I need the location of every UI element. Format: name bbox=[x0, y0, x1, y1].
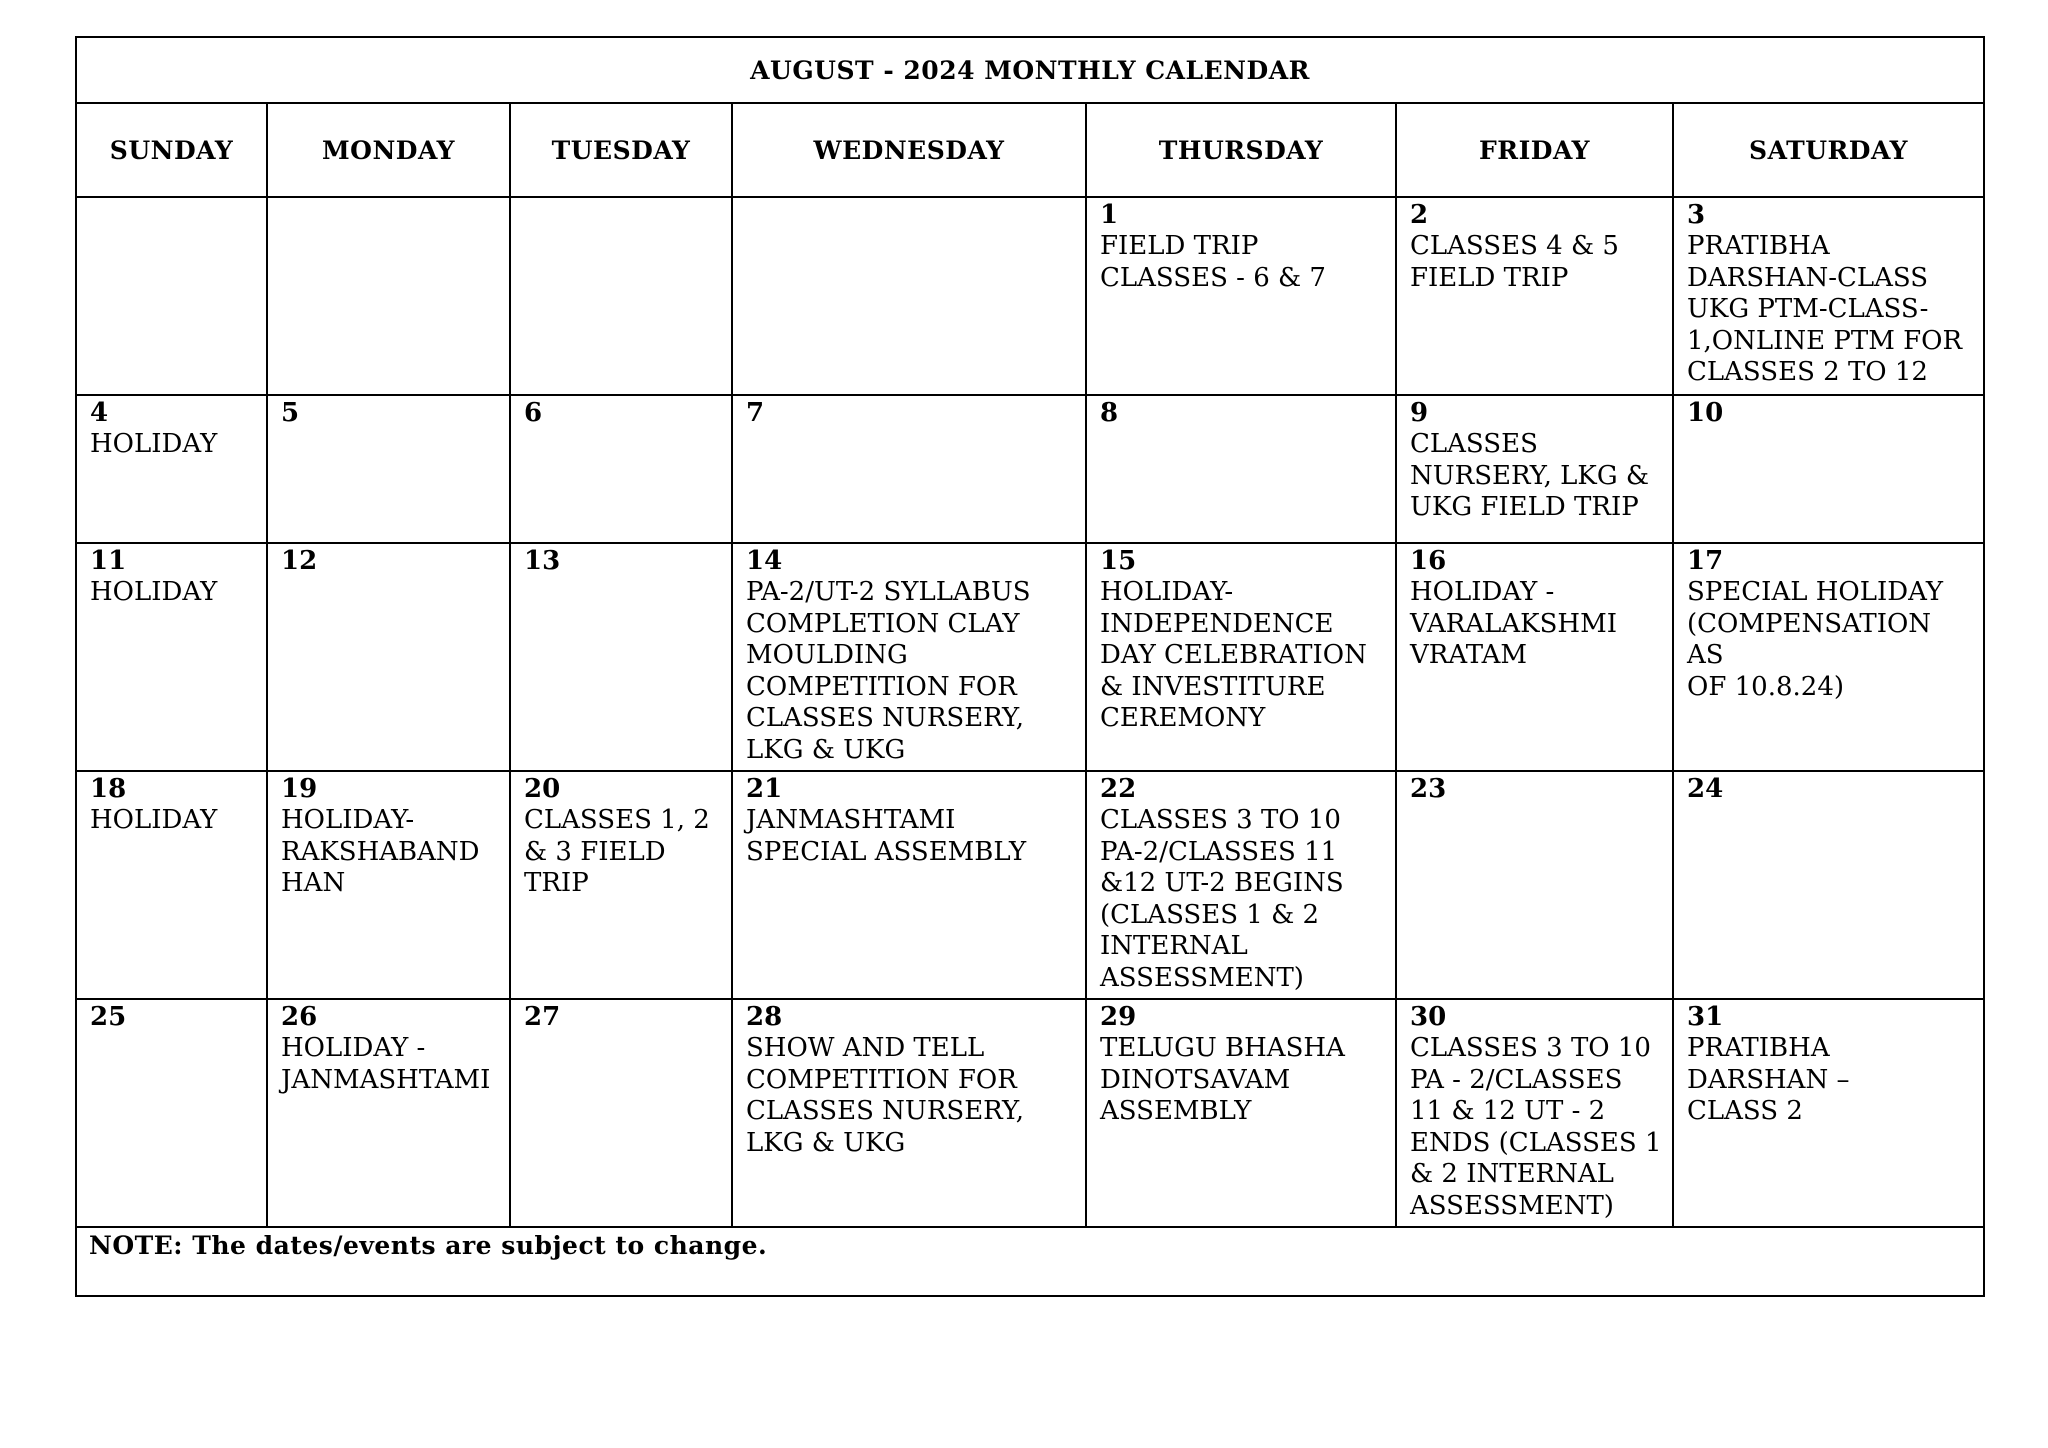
day-number: 20 bbox=[524, 774, 561, 804]
weekday-header-wednesday: WEDNESDAY bbox=[732, 103, 1086, 197]
title-row bbox=[76, 37, 1984, 103]
day-cell-wednesday bbox=[732, 395, 1086, 543]
day-event-text: HOLIDAY - JANMASHTAMI bbox=[281, 1033, 491, 1095]
day-cell-monday bbox=[267, 543, 510, 771]
day-event-text: TELUGU BHASHA DINOTSAVAM ASSEMBLY bbox=[1100, 1033, 1345, 1126]
day-number: 14 bbox=[746, 546, 783, 576]
weekday-header-monday: MONDAY bbox=[267, 103, 510, 197]
day-cell-thursday bbox=[1086, 197, 1396, 395]
day-number: 26 bbox=[281, 1002, 318, 1032]
week-row bbox=[76, 543, 1984, 771]
day-event-text: HOLIDAY - VARALAKSHMI VRATAM bbox=[1410, 577, 1617, 670]
day-event-text: PRATIBHA DARSHAN-CLASS UKG PTM-CLASS- 1,ONLINE PTM FOR CLASSES 2 TO 12 bbox=[1687, 231, 1963, 387]
day-number: 5 bbox=[281, 398, 300, 428]
day-number: 10 bbox=[1687, 398, 1724, 428]
weekday-header-thursday: THURSDAY bbox=[1086, 103, 1396, 197]
day-cell-sunday bbox=[76, 395, 267, 543]
day-event-text: HOLIDAY- RAKSHABAND HAN bbox=[281, 805, 480, 898]
weekday-header-saturday: SATURDAY bbox=[1673, 103, 1984, 197]
day-cell-saturday bbox=[1673, 771, 1984, 999]
calendar-title: AUGUST - 2024 MONTHLY CALENDAR bbox=[76, 37, 1984, 103]
day-number: 19 bbox=[281, 774, 318, 804]
day-cell-wednesday bbox=[732, 543, 1086, 771]
day-event-text: HOLIDAY bbox=[90, 429, 218, 459]
day-cell-thursday bbox=[1086, 395, 1396, 543]
day-number: 28 bbox=[746, 1002, 783, 1032]
day-cell-thursday bbox=[1086, 771, 1396, 999]
day-event-text: PRATIBHA DARSHAN – CLASS 2 bbox=[1687, 1033, 1850, 1126]
day-number: 27 bbox=[524, 1002, 561, 1032]
day-number: 23 bbox=[1410, 774, 1447, 804]
day-cell-saturday bbox=[1673, 197, 1984, 395]
day-cell-thursday bbox=[1086, 999, 1396, 1227]
day-cell-wednesday bbox=[732, 771, 1086, 999]
day-cell-saturday bbox=[1673, 999, 1984, 1227]
monthly-calendar-table bbox=[75, 36, 1985, 1297]
day-cell-sunday bbox=[76, 197, 267, 395]
day-cell-monday bbox=[267, 999, 510, 1227]
day-number bbox=[90, 200, 256, 231]
day-event-text: CLASSES 3 TO 10 PA - 2/CLASSES 11 & 12 UT - 2 ENDS (CLASSES 1 & 2 INTERNAL ASSESSMENT) bbox=[1410, 1033, 1662, 1221]
day-event-text: SPECIAL HOLIDAY (COMPENSATION AS OF 10.8.24) bbox=[1687, 577, 1944, 702]
day-number: 2 bbox=[1410, 200, 1429, 230]
day-event-text: PA-2/UT-2 SYLLABUS COMPLETION CLAY MOULDING COMPETITION FOR CLASSES NURSERY, LKG & UKG bbox=[746, 577, 1031, 765]
day-number: 29 bbox=[1100, 1002, 1137, 1032]
day-event-text: CLASSES 3 TO 10 PA-2/CLASSES 11 &12 UT-2 BEGINS (CLASSES 1 & 2 INTERNAL ASSESSMENT) bbox=[1100, 805, 1344, 993]
day-cell-tuesday bbox=[510, 543, 732, 771]
day-number: 13 bbox=[524, 546, 561, 576]
week-row bbox=[76, 999, 1984, 1227]
day-number: 7 bbox=[746, 398, 765, 428]
day-event-text: FIELD TRIP CLASSES - 6 & 7 bbox=[1100, 231, 1326, 293]
day-cell-friday bbox=[1396, 197, 1673, 395]
day-cell-tuesday bbox=[510, 395, 732, 543]
day-cell-tuesday bbox=[510, 999, 732, 1227]
calendar-note: NOTE: The dates/events are subject to change. bbox=[76, 1227, 1984, 1296]
day-cell-sunday bbox=[76, 543, 267, 771]
day-number bbox=[281, 200, 499, 231]
day-cell-friday bbox=[1396, 999, 1673, 1227]
day-event-text: HOLIDAY bbox=[90, 805, 218, 835]
day-cell-monday bbox=[267, 197, 510, 395]
day-number: 24 bbox=[1687, 774, 1724, 804]
day-cell-sunday bbox=[76, 771, 267, 999]
day-cell-sunday bbox=[76, 999, 267, 1227]
day-number: 25 bbox=[90, 1002, 127, 1032]
day-cell-thursday bbox=[1086, 543, 1396, 771]
day-number: 16 bbox=[1410, 546, 1447, 576]
week-row bbox=[76, 771, 1984, 999]
day-event-text: JANMASHTAMI SPECIAL ASSEMBLY bbox=[746, 805, 1027, 867]
day-number: 12 bbox=[281, 546, 318, 576]
day-cell-friday bbox=[1396, 543, 1673, 771]
day-event-text: CLASSES NURSERY, LKG & UKG FIELD TRIP bbox=[1410, 429, 1650, 522]
day-number bbox=[524, 200, 721, 231]
day-cell-monday bbox=[267, 395, 510, 543]
week-row bbox=[76, 395, 1984, 543]
day-number: 31 bbox=[1687, 1002, 1724, 1032]
weekday-header-friday: FRIDAY bbox=[1396, 103, 1673, 197]
note-row bbox=[76, 1227, 1984, 1296]
day-event-text: CLASSES 1, 2 & 3 FIELD TRIP bbox=[524, 805, 710, 898]
day-event-text: HOLIDAY bbox=[90, 577, 218, 607]
calendar-weeks bbox=[76, 197, 1984, 1227]
day-event-text: CLASSES 4 & 5 FIELD TRIP bbox=[1410, 231, 1619, 293]
day-cell-friday bbox=[1396, 395, 1673, 543]
day-number: 22 bbox=[1100, 774, 1137, 804]
day-number bbox=[746, 200, 1075, 231]
day-number: 3 bbox=[1687, 200, 1706, 230]
day-number: 4 bbox=[90, 398, 109, 428]
day-number: 21 bbox=[746, 774, 783, 804]
day-number: 15 bbox=[1100, 546, 1137, 576]
weekday-header-sunday: SUNDAY bbox=[76, 103, 267, 197]
day-cell-wednesday bbox=[732, 197, 1086, 395]
day-cell-wednesday bbox=[732, 999, 1086, 1227]
day-number: 17 bbox=[1687, 546, 1724, 576]
day-number: 11 bbox=[90, 546, 127, 576]
day-number: 30 bbox=[1410, 1002, 1447, 1032]
day-event-text: SHOW AND TELL COMPETITION FOR CLASSES NURSERY, LKG & UKG bbox=[746, 1033, 1025, 1158]
day-number: 6 bbox=[524, 398, 543, 428]
day-cell-tuesday bbox=[510, 197, 732, 395]
day-number: 1 bbox=[1100, 200, 1119, 230]
day-cell-friday bbox=[1396, 771, 1673, 999]
day-number: 8 bbox=[1100, 398, 1119, 428]
day-cell-tuesday bbox=[510, 771, 732, 999]
day-cell-monday bbox=[267, 771, 510, 999]
weekday-header-row bbox=[76, 103, 1984, 197]
day-cell-saturday bbox=[1673, 395, 1984, 543]
week-row bbox=[76, 197, 1984, 395]
day-number: 18 bbox=[90, 774, 127, 804]
weekday-header-tuesday: TUESDAY bbox=[510, 103, 732, 197]
day-number: 9 bbox=[1410, 398, 1429, 428]
day-event-text: HOLIDAY- INDEPENDENCE DAY CELEBRATION & INVESTITURE CEREMONY bbox=[1100, 577, 1367, 733]
day-cell-saturday bbox=[1673, 543, 1984, 771]
